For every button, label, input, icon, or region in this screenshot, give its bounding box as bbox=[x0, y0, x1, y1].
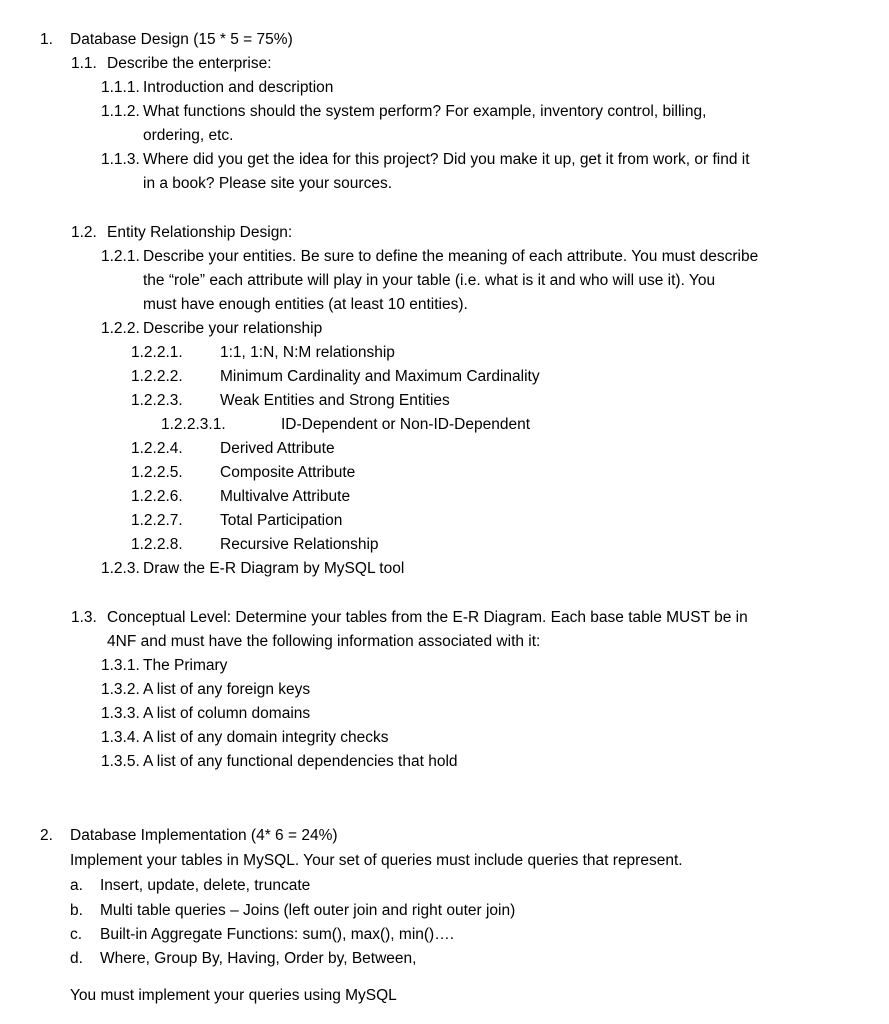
item-1-3-4 bbox=[101, 728, 389, 748]
subsection-1-3-title: Conceptual Level: Determine your tables from the E-R Diagram. Each base table MUST be in bbox=[107, 609, 748, 626]
item-number: 1.1.3. bbox=[101, 151, 140, 168]
item-text: Built-in Aggregate Functions: sum(), max(), min()…. bbox=[100, 926, 455, 943]
item-number: 1.2.2.5. bbox=[131, 464, 183, 481]
item-text: Multivalve Attribute bbox=[220, 488, 351, 505]
item-1-2-1 bbox=[101, 247, 758, 267]
item-text: The Primary bbox=[143, 657, 228, 674]
item-number: 1.2.1. bbox=[101, 248, 140, 265]
item-text: Derived Attribute bbox=[220, 440, 335, 457]
item-text: ID-Dependent or Non-ID-Dependent bbox=[281, 416, 530, 433]
item-1-2-2-1 bbox=[131, 343, 395, 363]
section-1-heading bbox=[40, 30, 293, 50]
item-1-2-1-continuation-2: must have enough entities (at least 10 entities). bbox=[143, 296, 468, 313]
item-1-2-2-3-1 bbox=[161, 415, 530, 435]
subsection-1-1-heading bbox=[71, 54, 272, 74]
item-text: Total Participation bbox=[220, 512, 343, 529]
item-1-3-3 bbox=[101, 704, 310, 724]
section-1-number: 1. bbox=[40, 31, 53, 48]
item-number: 1.3.3. bbox=[101, 705, 140, 722]
section-1-title: Database Design (15 * 5 = 75%) bbox=[70, 31, 293, 48]
item-number: 1.2.2.2. bbox=[131, 368, 183, 385]
item-text: A list of any functional dependencies that hold bbox=[143, 753, 458, 770]
item-1-2-2-7 bbox=[131, 511, 342, 531]
item-text: Introduction and description bbox=[143, 79, 334, 96]
item-1-3-2 bbox=[101, 680, 310, 700]
item-letter: d. bbox=[70, 950, 83, 967]
section-2-item-a bbox=[70, 876, 310, 896]
item-1-3-1 bbox=[101, 656, 227, 676]
item-number: 1.3.1. bbox=[101, 657, 140, 674]
section-2-item-d bbox=[70, 949, 416, 969]
subsection-1-3-heading bbox=[71, 608, 748, 628]
item-number: 1.2.2.3.1. bbox=[161, 416, 226, 433]
item-text: A list of any domain integrity checks bbox=[143, 729, 389, 746]
item-1-2-2-4 bbox=[131, 439, 335, 459]
item-number: 1.2.2.7. bbox=[131, 512, 183, 529]
section-2-intro: Implement your tables in MySQL. Your set of queries must include queries that represent. bbox=[70, 852, 683, 869]
item-number: 1.2.2. bbox=[101, 320, 140, 337]
item-text: Minimum Cardinality and Maximum Cardinality bbox=[220, 368, 540, 385]
item-number: 1.3.5. bbox=[101, 753, 140, 770]
item-number: 1.2.3. bbox=[101, 560, 140, 577]
item-text: 1:1, 1:N, N:M relationship bbox=[220, 344, 395, 361]
item-text: A list of any foreign keys bbox=[143, 681, 311, 698]
subsection-1-2-number: 1.2. bbox=[71, 224, 97, 241]
item-1-1-2 bbox=[101, 102, 706, 122]
subsection-1-2-title: Entity Relationship Design: bbox=[107, 224, 293, 241]
item-text: Insert, update, delete, truncate bbox=[100, 877, 311, 894]
item-text: Describe your entities. Be sure to define the meaning of each attribute. You must describe bbox=[143, 248, 759, 265]
subsection-1-3-title-continuation: 4NF and must have the following information associated with it: bbox=[107, 633, 541, 650]
item-1-2-2 bbox=[101, 319, 322, 339]
section-2-footer: You must implement your queries using MySQL bbox=[70, 987, 397, 1004]
item-1-1-3 bbox=[101, 150, 750, 170]
item-number: 1.1.1. bbox=[101, 79, 140, 96]
item-1-1-2-continuation: ordering, etc. bbox=[143, 127, 234, 144]
item-text: Multi table queries – Joins (left outer join and right outer join) bbox=[100, 902, 516, 919]
item-number: 1.1.2. bbox=[101, 103, 140, 120]
item-1-2-2-3 bbox=[131, 391, 450, 411]
section-2-title: Database Implementation (4* 6 = 24%) bbox=[70, 827, 338, 844]
subsection-1-1-title: Describe the enterprise: bbox=[107, 55, 272, 72]
item-number: 1.3.4. bbox=[101, 729, 140, 746]
item-number: 1.2.2.3. bbox=[131, 392, 183, 409]
item-1-2-1-continuation-1: the “role” each attribute will play in your table (i.e. what is it and who will use it). You bbox=[143, 272, 716, 289]
item-text: Composite Attribute bbox=[220, 464, 356, 481]
item-text: Recursive Relationship bbox=[220, 536, 379, 553]
item-1-3-5 bbox=[101, 752, 458, 772]
item-1-2-2-5 bbox=[131, 463, 355, 483]
subsection-1-2-heading bbox=[71, 223, 292, 243]
section-2-item-c bbox=[70, 925, 454, 945]
item-number: 1.2.2.4. bbox=[131, 440, 183, 457]
item-1-1-3-continuation: in a book? Please site your sources. bbox=[143, 175, 392, 192]
item-text: Weak Entities and Strong Entities bbox=[220, 392, 450, 409]
subsection-1-1-number: 1.1. bbox=[71, 55, 97, 72]
item-1-2-2-2 bbox=[131, 367, 540, 387]
item-number: 1.2.2.8. bbox=[131, 536, 183, 553]
item-number: 1.2.2.6. bbox=[131, 488, 183, 505]
item-text: Describe your relationship bbox=[143, 320, 323, 337]
item-1-2-3 bbox=[101, 559, 404, 579]
item-letter: a. bbox=[70, 877, 83, 894]
item-text: A list of column domains bbox=[143, 705, 311, 722]
item-1-2-2-8 bbox=[131, 535, 379, 555]
subsection-1-3-number: 1.3. bbox=[71, 609, 97, 626]
item-1-2-2-6 bbox=[131, 487, 350, 507]
item-letter: b. bbox=[70, 902, 83, 919]
section-2-heading bbox=[40, 826, 338, 846]
item-number: 1.3.2. bbox=[101, 681, 140, 698]
section-2-item-b bbox=[70, 901, 515, 921]
item-number: 1.2.2.1. bbox=[131, 344, 183, 361]
section-2-number: 2. bbox=[40, 827, 53, 844]
item-letter: c. bbox=[70, 926, 83, 943]
item-text: Where did you get the idea for this project? Did you make it up, get it from work, or find it bbox=[143, 151, 750, 168]
item-text: Draw the E-R Diagram by MySQL tool bbox=[143, 560, 405, 577]
item-1-1-1 bbox=[101, 78, 333, 98]
item-text: Where, Group By, Having, Order by, Between, bbox=[100, 950, 417, 967]
item-text: What functions should the system perform? For example, inventory control, billing, bbox=[143, 103, 707, 120]
